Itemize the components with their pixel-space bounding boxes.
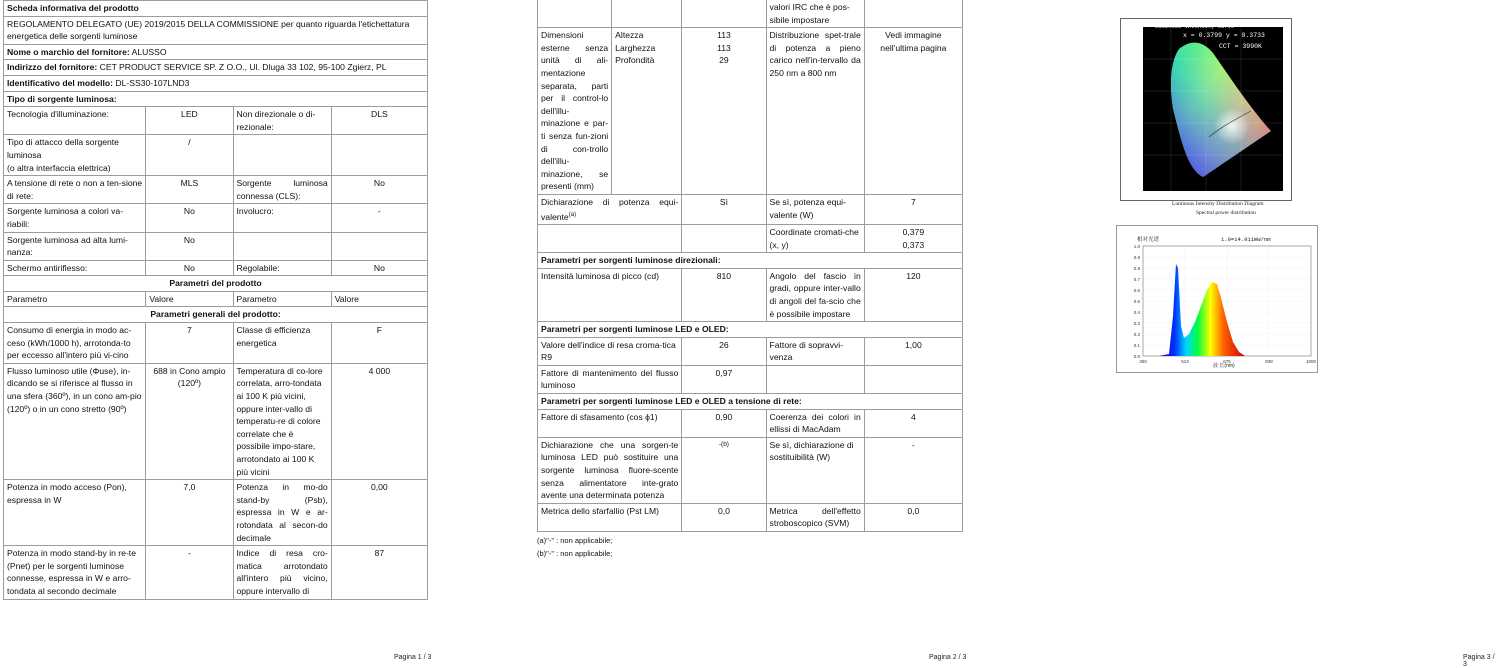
spd-chart: [1117, 226, 1317, 372]
row-label: Potenza in modo stand-by in re-te (Pnet) per le sorgenti luminose connesse, espressa in W e arro-tondata al secondo decimale: [4, 546, 146, 599]
table-row: [4, 480, 428, 546]
row-value: 0,0: [682, 503, 766, 531]
model-id: DL-SS30-107LND3: [115, 77, 190, 88]
page-3-footer: Pagina 3 / 3: [1463, 654, 1495, 668]
chroma-values: [864, 224, 962, 252]
row-value: 0,97: [682, 365, 766, 393]
row-value: No: [146, 204, 233, 232]
dimension-value: 29: [719, 55, 729, 66]
row-label: Metrica dell'effetto stroboscopico (SVM): [766, 503, 864, 531]
row-value: /: [146, 135, 233, 176]
table-row: [4, 232, 428, 260]
dimensions-label: Dimensioni esterne senza unità di ali-mentazione separata, parti per il control-lo dell'illu-minazione e par-ti senza fun-zioni di con-trollo dell'illu-minazione, se presenti (mm): [538, 28, 612, 195]
page-2-footer: Pagina 2 / 3: [929, 654, 967, 661]
supplier-address-row: [4, 60, 428, 76]
row-value: LED: [146, 107, 233, 135]
row-label: [233, 135, 331, 176]
chroma-y: 0,373: [902, 239, 925, 250]
row-label: Coerenza dei colori in ellissi di MacAdam: [766, 409, 864, 437]
row-label: Intensità luminosa di picco (cd): [538, 268, 682, 321]
spd-caption: Spectral power distribution: [1196, 210, 1256, 216]
row-label: [538, 194, 682, 224]
cie-diagram-image: [1120, 18, 1292, 201]
row-label: Fattore di mantenimento del flusso luminoso: [538, 365, 682, 393]
row-label: Schermo antiriflesso:: [4, 260, 146, 276]
page-3: [1110, 0, 1500, 665]
spd-info: 1.0=14.911mW/nm: [1221, 236, 1271, 243]
row-label: Sorgente luminosa a colori va-riabili:: [4, 204, 146, 232]
row-value: -: [331, 204, 427, 232]
product-info-table-2: [537, 0, 963, 532]
cie-caption: Luminous Intensity Distribution Diagram: [1172, 201, 1264, 207]
table-row: [4, 363, 428, 479]
table-row: [4, 546, 428, 599]
spd-ytick: 0.8: [1133, 265, 1140, 271]
table-row: [538, 337, 963, 365]
supplier-name-label: Nome o marchio del fornitore:: [7, 46, 130, 57]
source-type-header: Tipo di sorgente luminosa:: [4, 91, 428, 107]
spd-ytick: 0.2: [1133, 331, 1140, 337]
row-value: 810: [682, 268, 766, 321]
table-row: [538, 437, 963, 503]
row-label: Se sì, potenza equi-valente (W): [766, 194, 864, 224]
cie-xy: x = 0.3799 y = 0.3733: [1183, 32, 1265, 39]
row-label: Non direzionale o di-rezionale:: [233, 107, 331, 135]
cie-header: Luminous Intensity Curve: [1155, 23, 1235, 30]
row-label: [233, 232, 331, 260]
column-header-row: [4, 291, 428, 307]
cie-diagram: [1121, 19, 1291, 200]
col-param: Parametro: [233, 291, 331, 307]
spd-xtick: 350: [1139, 359, 1147, 364]
footnote-b: (b)"-" : non applicabile;: [537, 549, 613, 559]
row-label: Metrica dello sfarfallio (Pst LM): [538, 503, 682, 531]
row-label: Distribuzione spet-trale di potenza a pieno carico nell'in-tervallo da 250 nm a 800 nm: [766, 28, 864, 195]
mains-header: Parametri per sorgenti luminose LED e OLED a tensione di rete:: [538, 394, 963, 410]
row-value: 688 in Cono ampio (120º): [146, 363, 233, 479]
row-value: 120: [864, 268, 962, 321]
table-row: [538, 0, 963, 28]
row-value: 0,0: [864, 503, 962, 531]
row-value: 87: [331, 546, 427, 599]
row-value: -(b): [682, 437, 766, 503]
table-row: [4, 107, 428, 135]
spd-ytick: 0.1: [1133, 342, 1140, 348]
row-label: Involucro:: [233, 204, 331, 232]
spd-xtick: 513: [1181, 359, 1189, 364]
row-label: Angolo del fascio in gradi, oppure inter-vallo di angoli del fa-scio che è possibile impostare: [766, 268, 864, 321]
supplier-name-row: [4, 44, 428, 60]
dimension-values: [682, 28, 766, 195]
row-value: No: [331, 260, 427, 276]
row-label: Potenza in mo-do stand-by (Psb), espressa in W e ar-rotondata al secon-do decimale: [233, 480, 331, 546]
dimension-names: [612, 28, 682, 195]
supplier-address: CET PRODUCT SERVICE SP. Z O.O., Ul. Dluga 33 102, 95-100 Zgierz, PL: [99, 62, 387, 73]
chroma-x: 0,379: [902, 226, 925, 237]
spd-xtick: 675: [1223, 359, 1231, 364]
row-label: Tipo di attacco della sorgente luminosa (o altra interfaccia elettrica): [4, 135, 146, 176]
spd-ytick: 0.4: [1133, 309, 1140, 315]
spd-ytick: 0.7: [1133, 276, 1140, 282]
row-label: Tecnologia d'illuminazione:: [4, 107, 146, 135]
led-header: Parametri per sorgenti luminose LED e OLED:: [538, 322, 963, 338]
row-value: Vedi immagine nell'ultima pagina: [864, 28, 962, 195]
table-row: [538, 28, 963, 195]
row-label: Dichiarazione che una sorgen-te luminosa LED può sostituire una sorgente luminosa fluore-scente senza alimentatore inte-grato avente una determinata potenza: [538, 437, 682, 503]
cie-cct: CCT = 3990K: [1219, 43, 1262, 50]
spd-spectrum-curve: [1159, 264, 1245, 356]
col-value: Valore: [146, 291, 233, 307]
spd-ytick: 0.9: [1133, 254, 1140, 260]
row-label: Fattore di sfasamento (cos ϕ1): [538, 409, 682, 437]
footnote-mark: (a): [568, 211, 577, 218]
dimension-value: 113: [717, 30, 731, 41]
dimension-name: Altezza: [615, 30, 644, 41]
row-value: 26: [682, 337, 766, 365]
dimension-name: Larghezza: [615, 42, 656, 53]
row-label: valori IRC che è pos-sibile impostare: [766, 0, 864, 28]
row-value: No: [146, 232, 233, 260]
table-row: [538, 503, 963, 531]
spd-xlabel: 波 长(nm): [1213, 363, 1235, 369]
supplier-address-label: Indirizzo del fornitore:: [7, 62, 98, 73]
row-value: No: [331, 176, 427, 204]
page-1: [3, 0, 428, 665]
page-1-footer: Pagina 1 / 3: [394, 654, 432, 661]
row-value: 4 000: [331, 363, 427, 479]
col-value: Valore: [331, 291, 427, 307]
table-row: [538, 194, 963, 224]
regulation-text: REGOLAMENTO DELEGATO (UE) 2019/2015 DELLA COMMISSIONE per quanto riguarda l'etichettatura energetica delle sorgenti luminose: [4, 16, 428, 44]
row-value: -: [146, 546, 233, 599]
page-title: Scheda informativa del prodotto: [4, 1, 428, 17]
row-label: Sorgente luminosa connessa (CLS):: [233, 176, 331, 204]
product-info-table-1: [3, 0, 428, 600]
table-row: [4, 323, 428, 364]
row-value: MLS: [146, 176, 233, 204]
row-value: -: [864, 437, 962, 503]
row-label: Consumo di energia in modo ac-ceso (kWh/1000 h), arrotonda-to per eccesso all'intero più vi-cino: [4, 323, 146, 364]
spd-xtick: 838: [1265, 359, 1273, 364]
row-label: Potenza in modo acceso (Pon), espressa in W: [4, 480, 146, 546]
row-value: 7: [864, 194, 962, 224]
spd-ytick: 0.6: [1133, 287, 1140, 293]
supplier-name: ALUSSO: [131, 46, 167, 57]
row-label: Flusso luminoso utile (Φuse), in-dicando se si riferisce al flusso in una sfera (360º), in un cono am-pio (120º) o in un cono stretto (90º): [4, 363, 146, 479]
row-label: A tensione di rete o non a ten-sione di rete:: [4, 176, 146, 204]
spd-title: 相对光谱: [1137, 237, 1160, 243]
row-label: Temperatura di co-lore correlata, arro-tondata ai 100 K più vicini, oppure inter-vallo di temperatu-re di colore correlate che è possibile impo-stare, arrotondato ai 100 K più vicini: [233, 363, 331, 479]
row-label: Classe di efficienza energetica: [233, 323, 331, 364]
table-row: [4, 204, 428, 232]
table-row: [538, 365, 963, 393]
table-row: [538, 409, 963, 437]
row-label: Coordinate cromati-che (x, y): [766, 224, 864, 252]
row-label: Regolabile:: [233, 260, 331, 276]
spd-ytick: 0.0: [1133, 353, 1140, 359]
spd-xtick: 1000: [1305, 359, 1317, 364]
row-label: Valore dell'indice di resa croma-tica R9: [538, 337, 682, 365]
spd-ytick: 0.3: [1133, 320, 1140, 326]
row-value: DLS: [331, 107, 427, 135]
table-row: [4, 260, 428, 276]
general-header: Parametri generali del prodotto:: [4, 307, 428, 323]
table-row: [4, 135, 428, 176]
row-value: No: [146, 260, 233, 276]
row-value: F: [331, 323, 427, 364]
row-label: Sorgente luminosa ad alta lumi-nanza:: [4, 232, 146, 260]
table-row: [4, 176, 428, 204]
spd-chart-image: [1116, 225, 1318, 373]
row-value: [331, 232, 427, 260]
dimension-name: Profondità: [615, 55, 655, 66]
spd-ytick: 0.5: [1133, 298, 1140, 304]
row-label: Se sì, dichiarazione di sostituibilità (W): [766, 437, 864, 503]
row-value: Sì: [682, 194, 766, 224]
row-label: Fattore di sopravvi-venza: [766, 337, 864, 365]
dimension-value: 113: [717, 42, 731, 53]
row-value: 1,00: [864, 337, 962, 365]
row-value: 0,90: [682, 409, 766, 437]
page-2: [537, 0, 963, 665]
row-label: Indice di resa cro-matica arrotondato all'intero più vicino, oppure intervallo di: [233, 546, 331, 599]
table-row: [538, 268, 963, 321]
row-value: 7: [146, 323, 233, 364]
row-value: 0,00: [331, 480, 427, 546]
model-row: [4, 75, 428, 91]
params-header: Parametri del prodotto: [4, 276, 428, 292]
spd-ytick: 1.0: [1133, 243, 1140, 249]
equiv-label: Dichiarazione di potenza equi-valente: [541, 196, 679, 222]
table-row: [538, 224, 963, 252]
row-value: [331, 135, 427, 176]
col-param: Parametro: [4, 291, 146, 307]
footnote-a: (a)"-" : non applicabile;: [537, 536, 613, 546]
directional-header: Parametri per sorgenti luminose direzionali:: [538, 253, 963, 269]
row-value: 4: [864, 409, 962, 437]
model-label: Identificativo del modello:: [7, 77, 113, 88]
row-value: 7,0: [146, 480, 233, 546]
